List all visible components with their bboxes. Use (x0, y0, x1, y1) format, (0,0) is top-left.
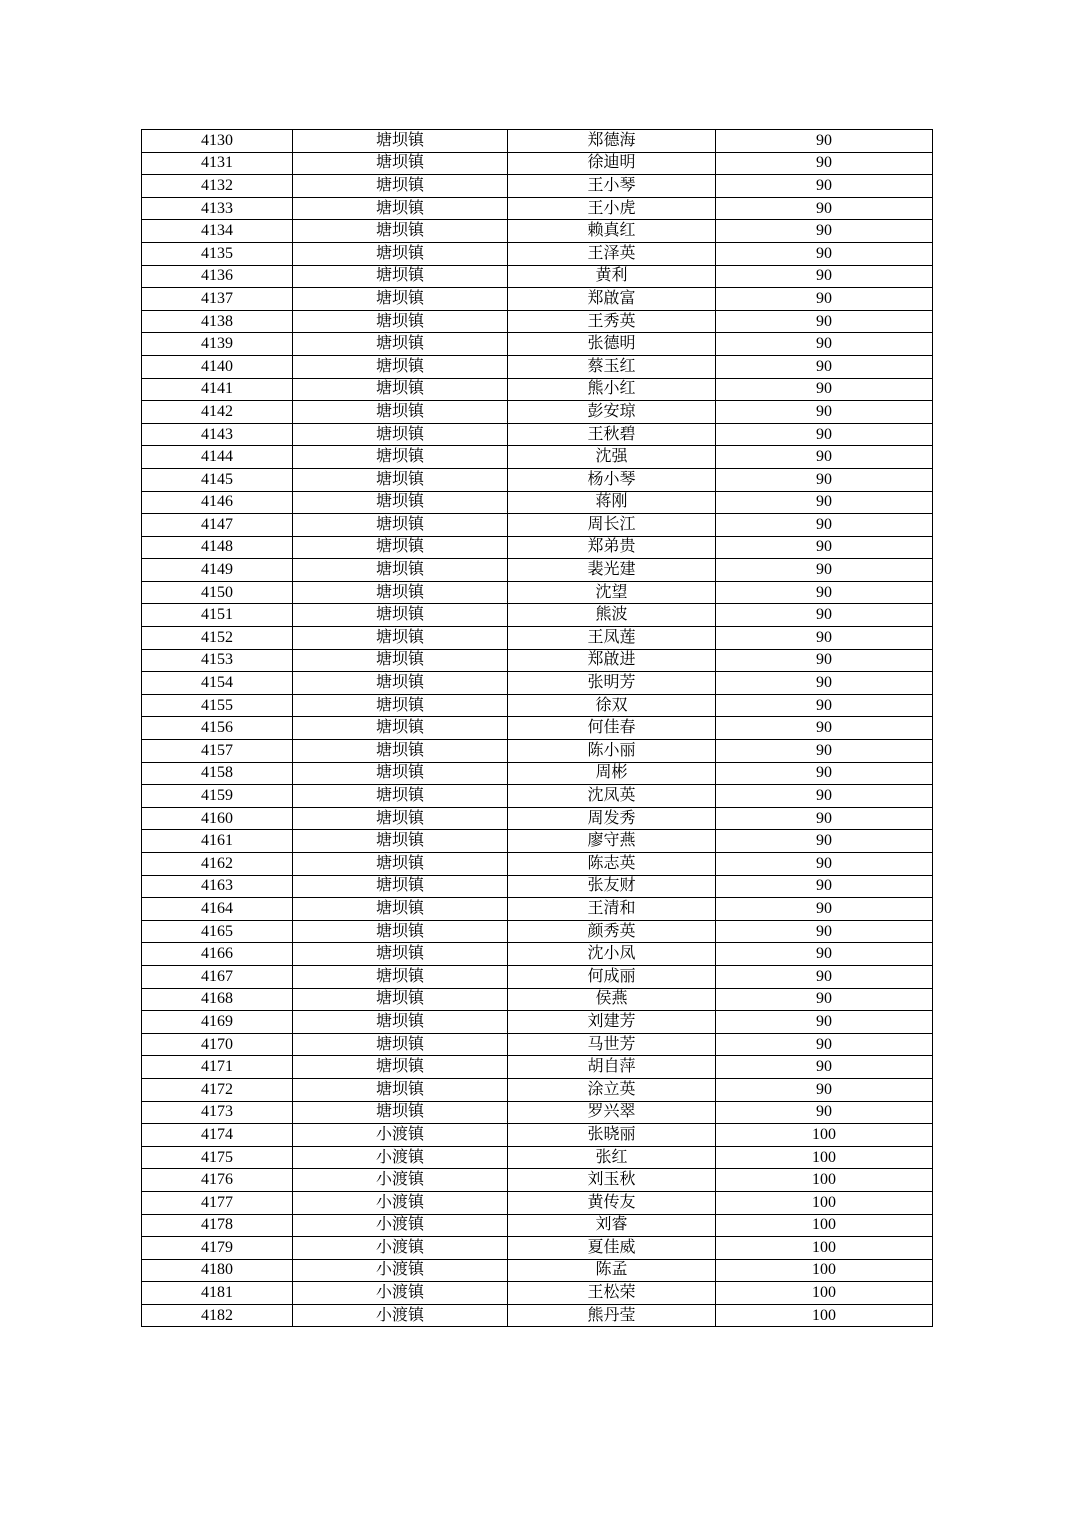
score-cell: 90 (716, 853, 933, 876)
name-cell: 王清和 (508, 898, 716, 921)
name-cell: 张明芳 (508, 672, 716, 695)
town-cell: 塘坝镇 (293, 491, 508, 514)
town-cell: 塘坝镇 (293, 536, 508, 559)
name-cell: 蒋刚 (508, 491, 716, 514)
table-row (142, 785, 933, 808)
score-cell: 90 (716, 785, 933, 808)
score-cell: 100 (716, 1304, 933, 1327)
town-cell: 塘坝镇 (293, 378, 508, 401)
row-number-cell: 4169 (142, 1011, 293, 1034)
name-cell: 涂立英 (508, 1078, 716, 1101)
score-cell: 90 (716, 130, 933, 153)
town-cell: 小渡镇 (293, 1237, 508, 1260)
town-cell: 塘坝镇 (293, 220, 508, 243)
row-number-cell: 4181 (142, 1282, 293, 1305)
score-cell: 90 (716, 627, 933, 650)
town-cell: 塘坝镇 (293, 807, 508, 830)
town-cell: 塘坝镇 (293, 468, 508, 491)
table-row (142, 152, 933, 175)
row-number-cell: 4179 (142, 1237, 293, 1260)
score-cell: 90 (716, 152, 933, 175)
town-cell: 塘坝镇 (293, 197, 508, 220)
score-cell: 90 (716, 920, 933, 943)
table-row (142, 514, 933, 537)
name-cell: 周发秀 (508, 807, 716, 830)
table-row (142, 175, 933, 198)
row-number-cell: 4149 (142, 559, 293, 582)
score-cell: 90 (716, 1078, 933, 1101)
score-cell: 90 (716, 604, 933, 627)
name-cell: 王秋碧 (508, 423, 716, 446)
table-row (142, 1169, 933, 1192)
table-row (142, 717, 933, 740)
table-row (142, 423, 933, 446)
town-cell: 小渡镇 (293, 1169, 508, 1192)
score-cell: 90 (716, 401, 933, 424)
data-table (141, 129, 933, 1327)
name-cell: 刘玉秋 (508, 1169, 716, 1192)
row-number-cell: 4130 (142, 130, 293, 153)
score-cell: 90 (716, 423, 933, 446)
row-number-cell: 4162 (142, 853, 293, 876)
town-cell: 塘坝镇 (293, 265, 508, 288)
name-cell: 周长江 (508, 514, 716, 537)
table-row (142, 1078, 933, 1101)
score-cell: 90 (716, 762, 933, 785)
score-cell: 100 (716, 1169, 933, 1192)
row-number-cell: 4152 (142, 627, 293, 650)
town-cell: 塘坝镇 (293, 1011, 508, 1034)
table-row (142, 130, 933, 153)
town-cell: 塘坝镇 (293, 717, 508, 740)
table-row (142, 649, 933, 672)
town-cell: 塘坝镇 (293, 1056, 508, 1079)
town-cell: 塘坝镇 (293, 762, 508, 785)
town-cell: 塘坝镇 (293, 288, 508, 311)
row-number-cell: 4131 (142, 152, 293, 175)
table-row (142, 807, 933, 830)
row-number-cell: 4157 (142, 740, 293, 763)
row-number-cell: 4176 (142, 1169, 293, 1192)
table-body (142, 130, 933, 1327)
town-cell: 塘坝镇 (293, 943, 508, 966)
table-row (142, 1033, 933, 1056)
table-row (142, 1056, 933, 1079)
table-row (142, 581, 933, 604)
name-cell: 裴光建 (508, 559, 716, 582)
row-number-cell: 4163 (142, 875, 293, 898)
score-cell: 90 (716, 965, 933, 988)
town-cell: 小渡镇 (293, 1214, 508, 1237)
name-cell: 王松荣 (508, 1282, 716, 1305)
score-cell: 90 (716, 649, 933, 672)
name-cell: 张德明 (508, 333, 716, 356)
table-row (142, 1191, 933, 1214)
table-row (142, 762, 933, 785)
row-number-cell: 4172 (142, 1078, 293, 1101)
score-cell: 90 (716, 310, 933, 333)
score-cell: 90 (716, 491, 933, 514)
name-cell: 刘建芳 (508, 1011, 716, 1034)
town-cell: 塘坝镇 (293, 446, 508, 469)
table-row (142, 378, 933, 401)
name-cell: 王泽英 (508, 242, 716, 265)
name-cell: 王秀英 (508, 310, 716, 333)
row-number-cell: 4146 (142, 491, 293, 514)
score-cell: 100 (716, 1259, 933, 1282)
town-cell: 塘坝镇 (293, 785, 508, 808)
score-cell: 100 (716, 1214, 933, 1237)
table-row (142, 1237, 933, 1260)
table-row (142, 1282, 933, 1305)
score-cell: 90 (716, 1033, 933, 1056)
table-row (142, 401, 933, 424)
name-cell: 侯燕 (508, 988, 716, 1011)
table-row (142, 1124, 933, 1147)
name-cell: 郑啟进 (508, 649, 716, 672)
row-number-cell: 4136 (142, 265, 293, 288)
name-cell: 胡自萍 (508, 1056, 716, 1079)
row-number-cell: 4138 (142, 310, 293, 333)
name-cell: 黄利 (508, 265, 716, 288)
name-cell: 张红 (508, 1146, 716, 1169)
row-number-cell: 4140 (142, 355, 293, 378)
town-cell: 小渡镇 (293, 1124, 508, 1147)
row-number-cell: 4135 (142, 242, 293, 265)
row-number-cell: 4166 (142, 943, 293, 966)
table-row (142, 1146, 933, 1169)
row-number-cell: 4177 (142, 1191, 293, 1214)
row-number-cell: 4145 (142, 468, 293, 491)
row-number-cell: 4173 (142, 1101, 293, 1124)
score-cell: 90 (716, 446, 933, 469)
name-cell: 廖守燕 (508, 830, 716, 853)
town-cell: 塘坝镇 (293, 694, 508, 717)
score-cell: 90 (716, 717, 933, 740)
row-number-cell: 4171 (142, 1056, 293, 1079)
town-cell: 塘坝镇 (293, 333, 508, 356)
row-number-cell: 4160 (142, 807, 293, 830)
name-cell: 王小虎 (508, 197, 716, 220)
town-cell: 小渡镇 (293, 1259, 508, 1282)
score-cell: 90 (716, 197, 933, 220)
table-row (142, 1304, 933, 1327)
town-cell: 塘坝镇 (293, 672, 508, 695)
table-row (142, 536, 933, 559)
name-cell: 周彬 (508, 762, 716, 785)
row-number-cell: 4133 (142, 197, 293, 220)
row-number-cell: 4168 (142, 988, 293, 1011)
table-row (142, 288, 933, 311)
score-cell: 90 (716, 1011, 933, 1034)
table-row (142, 672, 933, 695)
table-row (142, 220, 933, 243)
town-cell: 塘坝镇 (293, 559, 508, 582)
town-cell: 塘坝镇 (293, 988, 508, 1011)
score-cell: 90 (716, 378, 933, 401)
town-cell: 塘坝镇 (293, 242, 508, 265)
row-number-cell: 4147 (142, 514, 293, 537)
name-cell: 郑德海 (508, 130, 716, 153)
row-number-cell: 4156 (142, 717, 293, 740)
name-cell: 何佳春 (508, 717, 716, 740)
town-cell: 小渡镇 (293, 1191, 508, 1214)
score-cell: 90 (716, 1056, 933, 1079)
table-row (142, 559, 933, 582)
score-cell: 100 (716, 1124, 933, 1147)
score-cell: 90 (716, 898, 933, 921)
score-cell: 90 (716, 875, 933, 898)
name-cell: 罗兴翠 (508, 1101, 716, 1124)
name-cell: 张晓丽 (508, 1124, 716, 1147)
score-cell: 90 (716, 559, 933, 582)
row-number-cell: 4139 (142, 333, 293, 356)
town-cell: 塘坝镇 (293, 423, 508, 446)
name-cell: 熊丹莹 (508, 1304, 716, 1327)
name-cell: 沈强 (508, 446, 716, 469)
name-cell: 郑啟富 (508, 288, 716, 311)
score-cell: 90 (716, 333, 933, 356)
town-cell: 塘坝镇 (293, 1078, 508, 1101)
score-cell: 90 (716, 536, 933, 559)
score-cell: 90 (716, 175, 933, 198)
name-cell: 杨小琴 (508, 468, 716, 491)
town-cell: 小渡镇 (293, 1146, 508, 1169)
town-cell: 塘坝镇 (293, 581, 508, 604)
town-cell: 塘坝镇 (293, 649, 508, 672)
town-cell: 塘坝镇 (293, 920, 508, 943)
name-cell: 夏佳威 (508, 1237, 716, 1260)
table-row (142, 694, 933, 717)
name-cell: 陈孟 (508, 1259, 716, 1282)
table-row (142, 898, 933, 921)
row-number-cell: 4158 (142, 762, 293, 785)
score-cell: 90 (716, 830, 933, 853)
name-cell: 刘睿 (508, 1214, 716, 1237)
table-row (142, 265, 933, 288)
town-cell: 小渡镇 (293, 1282, 508, 1305)
table-row (142, 1101, 933, 1124)
table-row (142, 1259, 933, 1282)
row-number-cell: 4137 (142, 288, 293, 311)
name-cell: 熊波 (508, 604, 716, 627)
row-number-cell: 4180 (142, 1259, 293, 1282)
row-number-cell: 4132 (142, 175, 293, 198)
row-number-cell: 4175 (142, 1146, 293, 1169)
name-cell: 张友财 (508, 875, 716, 898)
row-number-cell: 4167 (142, 965, 293, 988)
table-row (142, 943, 933, 966)
table-row (142, 1214, 933, 1237)
score-cell: 90 (716, 514, 933, 537)
row-number-cell: 4174 (142, 1124, 293, 1147)
name-cell: 徐双 (508, 694, 716, 717)
table-row (142, 853, 933, 876)
town-cell: 塘坝镇 (293, 152, 508, 175)
table-row (142, 197, 933, 220)
town-cell: 塘坝镇 (293, 853, 508, 876)
town-cell: 小渡镇 (293, 1304, 508, 1327)
table-row (142, 965, 933, 988)
table-row (142, 355, 933, 378)
row-number-cell: 4150 (142, 581, 293, 604)
row-number-cell: 4134 (142, 220, 293, 243)
name-cell: 沈凤英 (508, 785, 716, 808)
town-cell: 塘坝镇 (293, 310, 508, 333)
row-number-cell: 4151 (142, 604, 293, 627)
name-cell: 沈小凤 (508, 943, 716, 966)
score-cell: 100 (716, 1146, 933, 1169)
name-cell: 陈志英 (508, 853, 716, 876)
town-cell: 塘坝镇 (293, 175, 508, 198)
table-row (142, 491, 933, 514)
score-cell: 90 (716, 242, 933, 265)
name-cell: 蔡玉红 (508, 355, 716, 378)
score-cell: 90 (716, 1101, 933, 1124)
name-cell: 马世芳 (508, 1033, 716, 1056)
town-cell: 塘坝镇 (293, 604, 508, 627)
table-row (142, 604, 933, 627)
row-number-cell: 4153 (142, 649, 293, 672)
name-cell: 彭安琼 (508, 401, 716, 424)
score-cell: 90 (716, 988, 933, 1011)
name-cell: 王凤莲 (508, 627, 716, 650)
row-number-cell: 4161 (142, 830, 293, 853)
row-number-cell: 4148 (142, 536, 293, 559)
row-number-cell: 4143 (142, 423, 293, 446)
town-cell: 塘坝镇 (293, 875, 508, 898)
table-row (142, 830, 933, 853)
table-row (142, 242, 933, 265)
score-cell: 90 (716, 740, 933, 763)
row-number-cell: 4155 (142, 694, 293, 717)
score-cell: 100 (716, 1237, 933, 1260)
score-cell: 100 (716, 1282, 933, 1305)
name-cell: 王小琴 (508, 175, 716, 198)
name-cell: 何成丽 (508, 965, 716, 988)
table-row (142, 333, 933, 356)
town-cell: 塘坝镇 (293, 740, 508, 763)
row-number-cell: 4159 (142, 785, 293, 808)
score-cell: 90 (716, 355, 933, 378)
score-cell: 90 (716, 265, 933, 288)
table-row (142, 988, 933, 1011)
score-cell: 90 (716, 288, 933, 311)
table-row (142, 468, 933, 491)
name-cell: 郑弟贵 (508, 536, 716, 559)
row-number-cell: 4178 (142, 1214, 293, 1237)
score-cell: 90 (716, 943, 933, 966)
row-number-cell: 4142 (142, 401, 293, 424)
score-cell: 90 (716, 468, 933, 491)
town-cell: 塘坝镇 (293, 355, 508, 378)
table-row (142, 1011, 933, 1034)
town-cell: 塘坝镇 (293, 401, 508, 424)
score-cell: 90 (716, 581, 933, 604)
name-cell: 黄传友 (508, 1191, 716, 1214)
row-number-cell: 4165 (142, 920, 293, 943)
row-number-cell: 4164 (142, 898, 293, 921)
table-row (142, 920, 933, 943)
table-row (142, 446, 933, 469)
table-row (142, 740, 933, 763)
town-cell: 塘坝镇 (293, 1101, 508, 1124)
table-row (142, 627, 933, 650)
row-number-cell: 4154 (142, 672, 293, 695)
row-number-cell: 4141 (142, 378, 293, 401)
name-cell: 徐迪明 (508, 152, 716, 175)
row-number-cell: 4182 (142, 1304, 293, 1327)
table-row (142, 310, 933, 333)
score-cell: 90 (716, 807, 933, 830)
town-cell: 塘坝镇 (293, 1033, 508, 1056)
name-cell: 颜秀英 (508, 920, 716, 943)
town-cell: 塘坝镇 (293, 514, 508, 537)
score-cell: 100 (716, 1191, 933, 1214)
town-cell: 塘坝镇 (293, 130, 508, 153)
score-cell: 90 (716, 694, 933, 717)
town-cell: 塘坝镇 (293, 830, 508, 853)
row-number-cell: 4170 (142, 1033, 293, 1056)
town-cell: 塘坝镇 (293, 627, 508, 650)
town-cell: 塘坝镇 (293, 965, 508, 988)
town-cell: 塘坝镇 (293, 898, 508, 921)
name-cell: 沈望 (508, 581, 716, 604)
table-row (142, 875, 933, 898)
score-cell: 90 (716, 220, 933, 243)
name-cell: 熊小红 (508, 378, 716, 401)
name-cell: 陈小丽 (508, 740, 716, 763)
score-cell: 90 (716, 672, 933, 695)
name-cell: 赖真红 (508, 220, 716, 243)
row-number-cell: 4144 (142, 446, 293, 469)
